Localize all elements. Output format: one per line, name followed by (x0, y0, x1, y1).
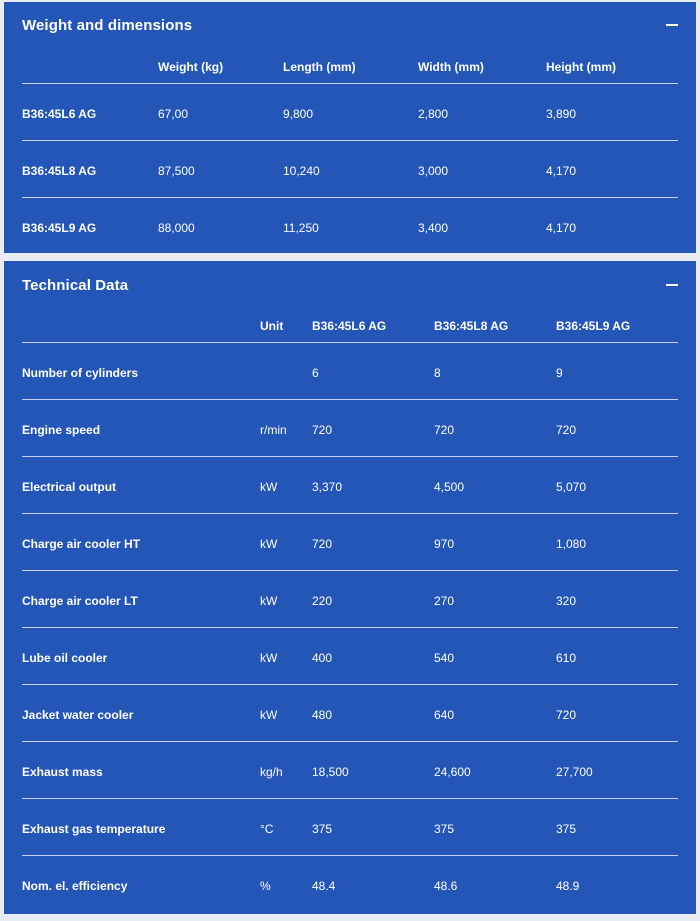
table-cell: 11,250 (283, 221, 319, 235)
row-label: Electrical output (22, 480, 117, 494)
table-cell: 48.6 (434, 879, 458, 893)
table-cell: 320 (556, 594, 577, 608)
table-cell: 48.9 (556, 879, 580, 893)
table-row (22, 514, 678, 571)
row-label: Exhaust mass (22, 765, 103, 779)
technical-data-panel (4, 261, 696, 914)
table-cell: 10,240 (283, 164, 320, 178)
column-header-l8: B36:45L8 AG (434, 319, 509, 333)
table-cell: 720 (312, 537, 333, 551)
row-label: B36:45L6 AG (22, 107, 97, 121)
table-cell: 67,00 (158, 107, 189, 121)
column-header-l6: B36:45L6 AG (312, 319, 387, 333)
table-row (22, 198, 678, 255)
weight-dimensions-table (22, 48, 678, 255)
column-header-weight: Weight (kg) (158, 60, 224, 74)
row-label: B36:45L8 AG (22, 164, 97, 178)
table-cell: 24,600 (434, 765, 471, 779)
table-row (22, 457, 678, 514)
technical-data-table (22, 307, 678, 913)
table-cell: 9,800 (283, 107, 314, 121)
table-row (22, 856, 678, 913)
table-cell: 3,400 (418, 221, 449, 235)
column-header-l9: B36:45L9 AG (556, 319, 631, 333)
row-label: Number of cylinders (22, 366, 139, 380)
unit-cell: kg/h (260, 765, 283, 779)
table-cell: 375 (434, 822, 455, 836)
table-cell: 220 (312, 594, 333, 608)
table-cell: 375 (312, 822, 333, 836)
table-cell: 720 (556, 708, 577, 722)
table-cell: 610 (556, 651, 577, 665)
weight-dimensions-panel (4, 2, 696, 253)
unit-cell: r/min (260, 423, 287, 437)
table-cell: 4,170 (546, 164, 577, 178)
column-header-length: Length (mm) (283, 60, 356, 74)
column-header-width: Width (mm) (418, 60, 484, 74)
table-row (22, 343, 678, 400)
collapse-weight-icon[interactable] (666, 19, 678, 31)
table-row (22, 799, 678, 856)
table-cell: 3,890 (546, 107, 577, 121)
table-cell: 1,080 (556, 537, 587, 551)
row-label: Charge air cooler LT (22, 594, 138, 608)
table-row (22, 685, 678, 742)
table-cell: 4,170 (546, 221, 577, 235)
technical-data-title: Technical Data (22, 277, 129, 294)
table-row (22, 400, 678, 457)
table-cell: 5,070 (556, 480, 587, 494)
table-cell: 27,700 (556, 765, 593, 779)
table-header-row (22, 48, 678, 84)
table-row (22, 141, 678, 198)
unit-cell: kW (260, 651, 278, 665)
table-cell: 6 (312, 366, 319, 380)
table-row (22, 84, 678, 141)
table-row (22, 628, 678, 685)
table-cell: 3,000 (418, 164, 449, 178)
table-cell: 720 (312, 423, 333, 437)
table-cell: 400 (312, 651, 333, 665)
weight-dimensions-title: Weight and dimensions (22, 17, 193, 34)
table-cell: 970 (434, 537, 455, 551)
row-label: Charge air cooler HT (22, 537, 141, 551)
unit-cell: °C (260, 822, 274, 836)
unit-cell: kW (260, 537, 278, 551)
row-label: Nom. el. efficiency (22, 879, 128, 893)
table-cell: 480 (312, 708, 333, 722)
table-header-row (22, 307, 678, 343)
table-cell: 270 (434, 594, 455, 608)
row-label: B36:45L9 AG (22, 221, 97, 235)
row-label: Jacket water cooler (22, 708, 134, 722)
unit-cell: kW (260, 708, 278, 722)
table-row (22, 742, 678, 799)
table-cell: 540 (434, 651, 455, 665)
unit-cell: % (260, 879, 271, 893)
table-cell: 720 (556, 423, 577, 437)
unit-cell: kW (260, 594, 278, 608)
row-label: Exhaust gas temperature (22, 822, 166, 836)
table-cell: 88,000 (158, 221, 195, 235)
table-cell: 18,500 (312, 765, 349, 779)
collapse-technical-icon[interactable] (666, 279, 678, 291)
unit-cell: kW (260, 480, 278, 494)
column-header-unit: Unit (260, 319, 284, 333)
table-cell: 4,500 (434, 480, 465, 494)
table-cell: 9 (556, 366, 563, 380)
table-row (22, 571, 678, 628)
table-cell: 48.4 (312, 879, 336, 893)
table-cell: 3,370 (312, 480, 343, 494)
column-header-height: Height (mm) (546, 60, 616, 74)
table-cell: 640 (434, 708, 455, 722)
table-cell: 375 (556, 822, 577, 836)
table-cell: 720 (434, 423, 455, 437)
table-cell: 2,800 (418, 107, 449, 121)
table-cell: 8 (434, 366, 441, 380)
row-label: Engine speed (22, 423, 101, 437)
table-cell: 87,500 (158, 164, 195, 178)
row-label: Lube oil cooler (22, 651, 108, 665)
